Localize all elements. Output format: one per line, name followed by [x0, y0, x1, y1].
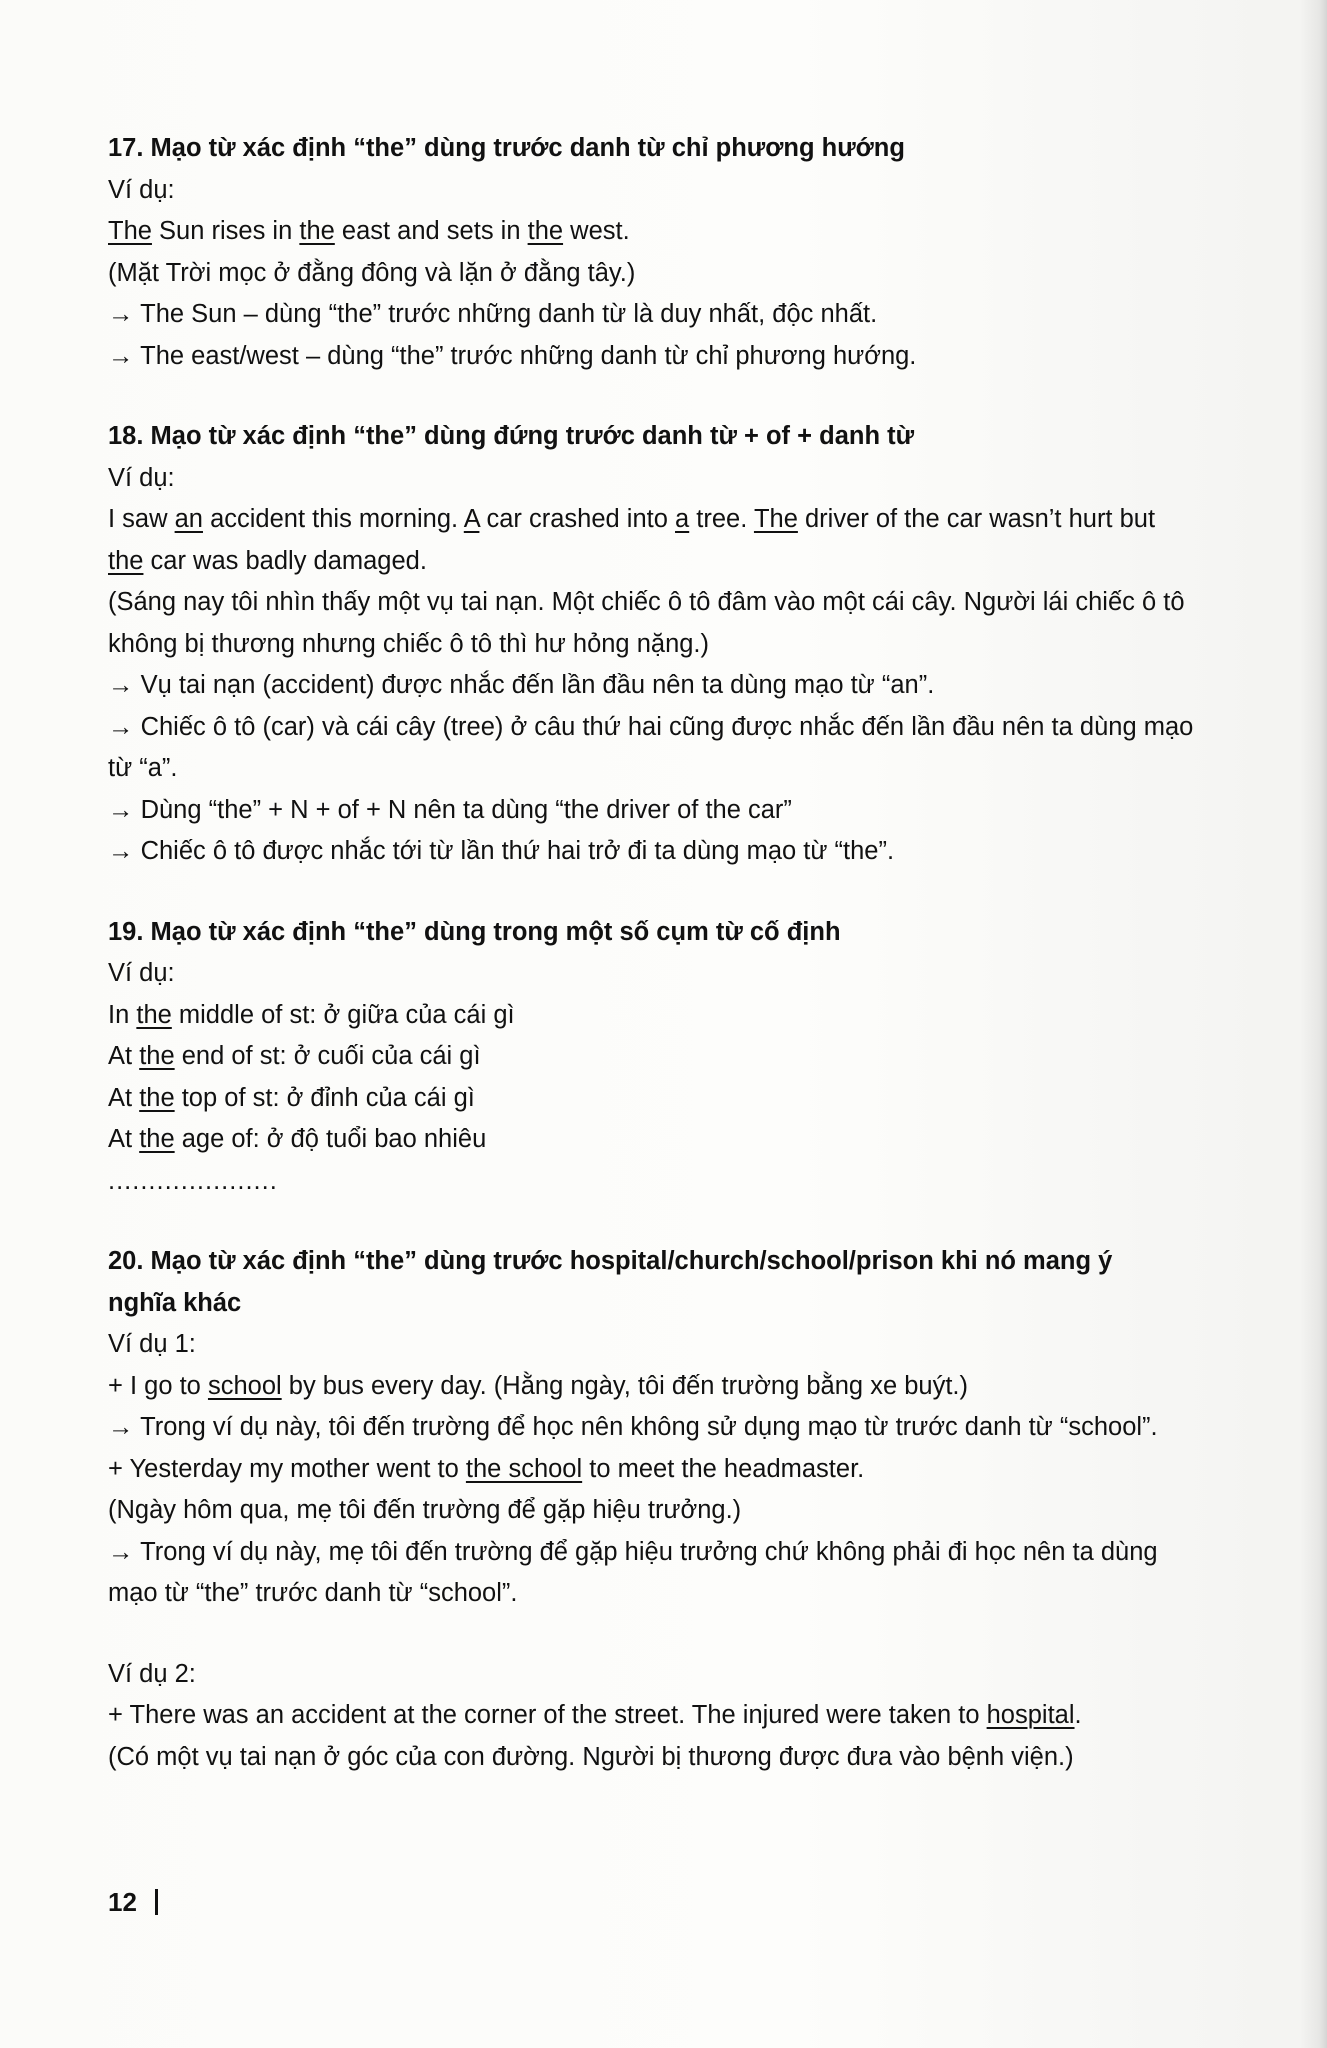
section-19-heading: 19. Mạo từ xác định “the” dùng trong một số cụm từ cố định: [108, 917, 841, 946]
sentence-text: by bus every day. (Hằng ngày, tôi đến trường bằng xe buýt.): [281, 1371, 968, 1400]
underlined-article: the: [108, 546, 144, 575]
sentence-text: I saw: [108, 505, 175, 533]
underlined-article: the: [527, 217, 564, 245]
example-label: Ví dụ 1:: [108, 1330, 196, 1358]
underlined-article: the: [299, 217, 335, 245]
phrase-text: At: [108, 1125, 140, 1153]
page-number: 12: [108, 1887, 137, 1917]
sentence-text: + There was an accident at the corner of the street. The injured were taken to: [108, 1701, 987, 1729]
translation: (Sáng nay tôi nhìn thấy một vụ tai nạn. Một chiếc ô tô đâm vào một cái cây. Người lái chiếc ô tô: [108, 588, 1185, 616]
explanation-note: → Chiếc ô tô (car) và cái cây (tree) ở câu thứ hai cũng được nhắc đến lần đầu nên ta dùng mạo: [108, 712, 1194, 741]
phrase-text: top of st: ở đỉnh của cái gì: [174, 1083, 475, 1112]
sentence-text: .: [1074, 1701, 1082, 1729]
section-20-heading: 20. Mạo từ xác định “the” dùng trước hospital/church/school/prison khi nó mang ý: [108, 1247, 1113, 1275]
explanation-note: → The east/west – dùng “the” trước những danh từ chỉ phương hướng.: [108, 341, 917, 370]
underlined-article: the: [139, 1083, 175, 1112]
phrase-item: [108, 1036, 1278, 1078]
underlined-article: an: [174, 505, 203, 533]
example-sentence: [108, 1695, 1278, 1737]
translation: (Mặt Trời mọc ở đằng đông và lặn ở đằng tây.): [108, 258, 636, 287]
underlined-word: the school: [465, 1454, 583, 1483]
underlined-article: The: [108, 217, 152, 245]
phrase-text: age of: ở độ tuổi bao nhiêu: [174, 1125, 487, 1153]
page-content: [108, 128, 1278, 1817]
underlined-word: school: [207, 1371, 282, 1400]
underlined-article: the: [139, 1125, 175, 1153]
phrase-text: At: [108, 1042, 140, 1070]
phrase-text: In: [108, 1000, 137, 1029]
example-label: Ví dụ:: [108, 463, 175, 492]
example-sentence: [108, 1449, 1278, 1491]
explanation-note: → Vụ tai nạn (accident) được nhắc đến lần đầu nên ta dùng mạo từ “an”.: [108, 671, 935, 699]
example-label: Ví dụ:: [108, 175, 175, 204]
example-sentence: [108, 1366, 1278, 1408]
underlined-word: hospital: [986, 1701, 1075, 1729]
explanation-note: → The Sun – dùng “the” trước những danh từ là duy nhất, độc nhất.: [108, 300, 878, 328]
underlined-article: the: [136, 1000, 172, 1029]
section-17: [108, 128, 1278, 377]
ellipsis-dots: .....................: [108, 1166, 278, 1195]
phrase-text: At: [108, 1083, 140, 1112]
section-18: [108, 416, 1278, 873]
underlined-article: the: [139, 1042, 175, 1070]
example-sentence-continued: [108, 541, 1278, 583]
explanation-note: → Trong ví dụ này, mẹ tôi đến trường để gặp hiệu trưởng chứ không phải đi học nên ta dùng: [108, 1537, 1158, 1566]
example-label: Ví dụ 2:: [108, 1659, 196, 1688]
sentence-text: east and sets in: [334, 217, 528, 245]
example-sentence: [108, 211, 1278, 253]
section-19: [108, 912, 1278, 1203]
section-17-heading: 17. Mạo từ xác định “the” dùng trước danh từ chỉ phương hướng: [108, 134, 905, 162]
phrase-item: [108, 1119, 1278, 1161]
explanation-note: mạo từ “the” trước danh từ “school”.: [108, 1579, 518, 1607]
phrase-text: middle of st: ở giữa của cái gì: [171, 1000, 515, 1029]
explanation-note: → Dùng “the” + N + of + N nên ta dùng “the driver of the car”: [108, 795, 792, 824]
footer-divider: [155, 1889, 158, 1915]
section-20: [108, 1241, 1278, 1778]
phrase-text: end of st: ở cuối của cái gì: [174, 1042, 481, 1070]
sentence-text: car was badly damaged.: [143, 546, 427, 575]
explanation-note: → Chiếc ô tô được nhắc tới từ lần thứ hai trở đi ta dùng mạo từ “the”.: [108, 837, 895, 865]
section-18-heading: 18. Mạo từ xác định “the” dùng đứng trước danh từ + of + danh từ: [108, 422, 915, 450]
example-sentence: [108, 499, 1278, 541]
page-edge-shadow: [1301, 0, 1327, 2048]
translation: (Ngày hôm qua, mẹ tôi đến trường để gặp hiệu trưởng.): [108, 1496, 742, 1524]
sentence-text: Sun rises in: [151, 217, 300, 245]
underlined-article: A: [463, 505, 480, 533]
page-footer: [108, 1887, 158, 1918]
phrase-item: [108, 995, 1278, 1037]
section-20-heading-continued: nghĩa khác: [108, 1288, 242, 1317]
translation: (Có một vụ tai nạn ở góc của con đường. Người bị thương được đưa vào bệnh viện.): [108, 1742, 1074, 1771]
sentence-text: west.: [563, 217, 630, 245]
sentence-text: tree.: [689, 505, 754, 533]
sentence-text: + I go to: [108, 1371, 208, 1400]
underlined-article: a: [675, 505, 690, 533]
sentence-text: car crashed into: [479, 505, 676, 533]
explanation-note: từ “a”.: [108, 754, 178, 782]
sentence-text: + Yesterday my mother went to: [108, 1454, 466, 1483]
explanation-note: → Trong ví dụ này, tôi đến trường để học nên không sử dụng mạo từ trước danh từ “school”.: [108, 1413, 1158, 1441]
underlined-article: The: [753, 505, 798, 533]
sentence-text: accident this morning.: [202, 505, 464, 533]
phrase-item: [108, 1078, 1278, 1120]
sentence-text: driver of the car wasn’t hurt but: [797, 505, 1156, 533]
translation: không bị thương nhưng chiếc ô tô thì hư hỏng nặng.): [108, 629, 710, 658]
example-label: Ví dụ:: [108, 959, 175, 987]
sentence-text: to meet the headmaster.: [582, 1454, 865, 1483]
spacer: [108, 1615, 1278, 1654]
